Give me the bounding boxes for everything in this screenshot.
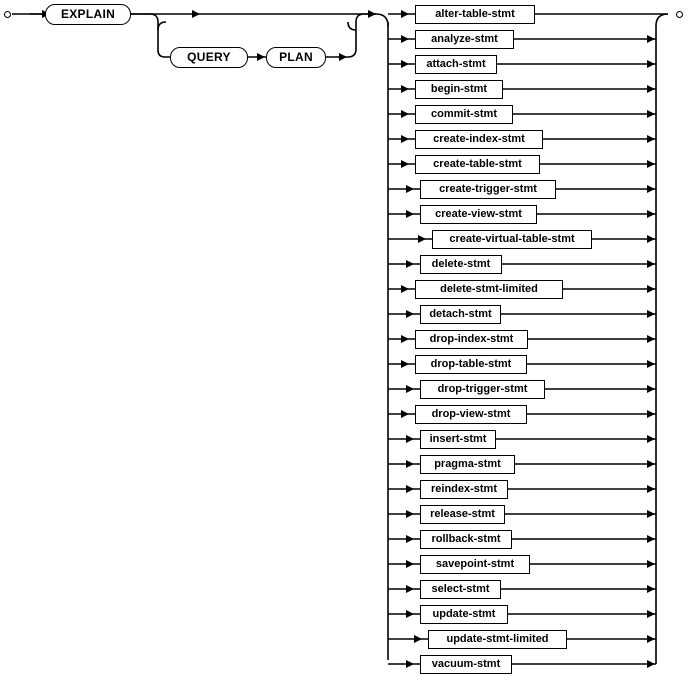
end-circle	[676, 11, 683, 18]
stmt-rollback[interactable]: rollback-stmt	[420, 530, 512, 549]
stmt-savepoint[interactable]: savepoint-stmt	[420, 555, 530, 574]
stmt-pragma[interactable]: pragma-stmt	[420, 455, 515, 474]
stmt-create-trigger[interactable]: create-trigger-stmt	[420, 180, 556, 199]
stmt-delete[interactable]: delete-stmt	[420, 255, 502, 274]
stmt-create-virtual-table[interactable]: create-virtual-table-stmt	[432, 230, 592, 249]
stmt-create-table[interactable]: create-table-stmt	[415, 155, 540, 174]
stmt-insert[interactable]: insert-stmt	[420, 430, 496, 449]
stmt-create-index[interactable]: create-index-stmt	[415, 130, 543, 149]
stmt-release[interactable]: release-stmt	[420, 505, 505, 524]
stmt-analyze[interactable]: analyze-stmt	[415, 30, 514, 49]
plan-keyword: PLAN	[266, 47, 326, 68]
query-keyword: QUERY	[170, 47, 248, 68]
stmt-drop-table[interactable]: drop-table-stmt	[415, 355, 527, 374]
start-circle	[4, 11, 11, 18]
stmt-create-view[interactable]: create-view-stmt	[420, 205, 537, 224]
stmt-update[interactable]: update-stmt	[420, 605, 508, 624]
stmt-vacuum[interactable]: vacuum-stmt	[420, 655, 512, 674]
stmt-drop-view[interactable]: drop-view-stmt	[415, 405, 527, 424]
stmt-drop-index[interactable]: drop-index-stmt	[415, 330, 528, 349]
stmt-delete-limited[interactable]: delete-stmt-limited	[415, 280, 563, 299]
stmt-drop-trigger[interactable]: drop-trigger-stmt	[420, 380, 545, 399]
stmt-alter-table[interactable]: alter-table-stmt	[415, 5, 535, 24]
stmt-begin[interactable]: begin-stmt	[415, 80, 503, 99]
stmt-detach[interactable]: detach-stmt	[420, 305, 501, 324]
stmt-update-limited[interactable]: update-stmt-limited	[428, 630, 567, 649]
stmt-commit[interactable]: commit-stmt	[415, 105, 513, 124]
explain-keyword: EXPLAIN	[45, 4, 131, 25]
stmt-reindex[interactable]: reindex-stmt	[420, 480, 508, 499]
stmt-select[interactable]: select-stmt	[420, 580, 501, 599]
stmt-attach[interactable]: attach-stmt	[415, 55, 497, 74]
